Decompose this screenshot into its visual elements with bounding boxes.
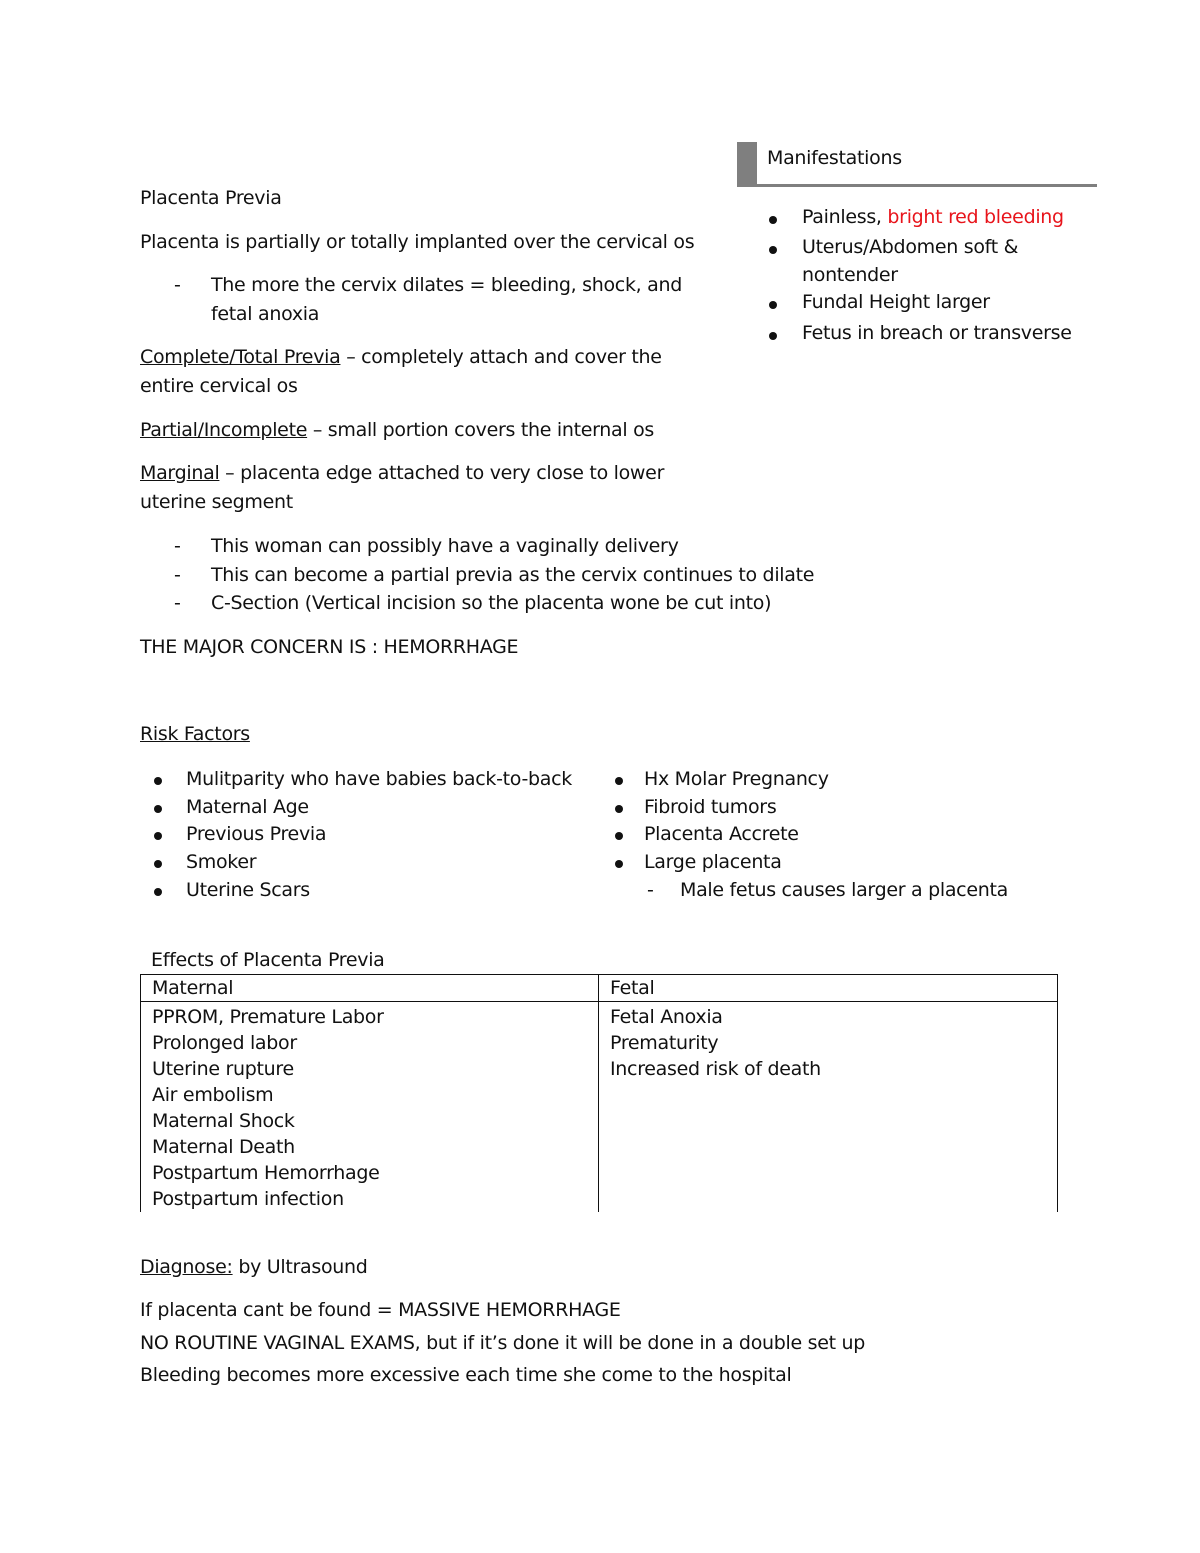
type-marginal-continued: uterine segment [140, 491, 293, 513]
fetal-effects-cell [599, 1002, 1058, 1213]
table-cell-line: Postpartum infection [152, 1188, 344, 1210]
table-cell-line: Uterine rupture [152, 1058, 294, 1080]
definition-note-continued: fetal anoxia [211, 303, 320, 325]
term-partial: Partial/Incomplete [140, 419, 308, 441]
table-cell-line: Maternal Death [152, 1136, 295, 1158]
bullet-icon [615, 860, 623, 868]
diagnose-line [140, 1256, 368, 1278]
diagnose-desc: by Ultrasound [232, 1256, 368, 1278]
bullet-icon [615, 805, 623, 813]
risk-factor-item: Uterine Scars [186, 879, 310, 901]
table-cell-line: Prolonged labor [152, 1032, 297, 1054]
risk-factor-item: Mulitparity who have babies back-to-back [186, 768, 572, 790]
risk-factor-item: Smoker [186, 851, 257, 873]
risk-factor-item: Fibroid tumors [644, 796, 777, 818]
marginal-note: This can become a partial previa as the cervix continues to dilate [211, 564, 815, 586]
definition: Placenta is partially or totally implanted over the cervical os [140, 231, 695, 253]
effects-heading: Effects of Placenta Previa [151, 949, 385, 971]
bullet-icon [615, 832, 623, 840]
bullet-icon [769, 246, 777, 254]
diagnose-note: Bleeding becomes more excessive each time she come to the hospital [140, 1364, 792, 1386]
risk-factor-item: Placenta Accrete [644, 823, 799, 845]
manifestation-item: Fetus in breach or transverse [802, 322, 1072, 344]
risk-factor-item: Maternal Age [186, 796, 309, 818]
bullet-icon [154, 805, 162, 813]
dash-icon: - [174, 592, 181, 614]
table-cell-line: Air embolism [152, 1084, 274, 1106]
manifestation-highlight: bright red bleeding [887, 206, 1064, 228]
bullet-icon [154, 860, 162, 868]
marginal-note: C-Section (Vertical incision so the placenta wone be cut into) [211, 592, 772, 614]
bullet-icon [769, 332, 777, 340]
type-partial [140, 419, 654, 441]
dash-icon: - [174, 564, 181, 586]
term-desc: – small portion covers the internal os [307, 419, 655, 441]
manifestations-header-bar [737, 142, 757, 186]
term-desc: – completely attach and cover the [340, 346, 662, 368]
table-cell-line: Prematurity [610, 1032, 719, 1054]
definition-note: The more the cervix dilates = bleeding, shock, and [211, 274, 682, 296]
risk-factor-item: Hx Molar Pregnancy [644, 768, 829, 790]
manifestation-item-continued: nontender [802, 264, 898, 286]
bullet-icon [154, 888, 162, 896]
table-cell-line: Increased risk of death [610, 1058, 821, 1080]
bullet-icon [154, 777, 162, 785]
diagnose-term: Diagnose: [140, 1256, 233, 1278]
table-cell-line: Maternal Shock [152, 1110, 295, 1132]
term-complete: Complete/Total Previa [140, 346, 341, 368]
risk-factors-heading: Risk Factors [140, 723, 250, 745]
risk-factor-item: Previous Previa [186, 823, 327, 845]
column-header-maternal: Maternal [141, 975, 599, 1002]
page-title: Placenta Previa [140, 187, 282, 209]
column-header-fetal: Fetal [599, 975, 1058, 1002]
bullet-icon [769, 301, 777, 309]
type-complete [140, 346, 662, 368]
manifestations-heading: Manifestations [767, 147, 902, 169]
table-cell-line: Fetal Anoxia [610, 1006, 723, 1028]
risk-factor-subitem: Male fetus causes larger a placenta [680, 879, 1008, 901]
manifestation-item [802, 206, 1064, 228]
dash-icon: - [174, 274, 181, 296]
diagnose-note: If placenta cant be found = MASSIVE HEMORRHAGE [140, 1299, 621, 1321]
table-header-row [141, 975, 1058, 1002]
dash-icon: - [174, 535, 181, 557]
bullet-icon [769, 216, 777, 224]
maternal-effects-cell [141, 1002, 599, 1213]
bullet-icon [615, 777, 623, 785]
effects-table [140, 974, 1058, 1212]
type-complete-continued: entire cervical os [140, 375, 298, 397]
major-concern: THE MAJOR CONCERN IS : HEMORRHAGE [140, 636, 519, 658]
type-marginal [140, 462, 664, 484]
marginal-note: This woman can possibly have a vaginally delivery [211, 535, 679, 557]
table-cell-line: Postpartum Hemorrhage [152, 1162, 380, 1184]
table-row [141, 1002, 1058, 1213]
term-marginal: Marginal [140, 462, 220, 484]
table-cell-line: PPROM, Premature Labor [152, 1006, 384, 1028]
term-desc: – placenta edge attached to very close to lower [219, 462, 665, 484]
manifestation-item: Uterus/Abdomen soft & [802, 236, 1019, 258]
risk-factor-item: Large placenta [644, 851, 782, 873]
manifestation-text: Painless, [802, 206, 888, 228]
dash-icon: - [647, 879, 654, 901]
bullet-icon [154, 832, 162, 840]
diagnose-note: NO ROUTINE VAGINAL EXAMS, but if it’s done it will be done in a double set up [140, 1332, 866, 1354]
manifestations-header-rule [737, 184, 1097, 187]
manifestation-item: Fundal Height larger [802, 291, 990, 313]
